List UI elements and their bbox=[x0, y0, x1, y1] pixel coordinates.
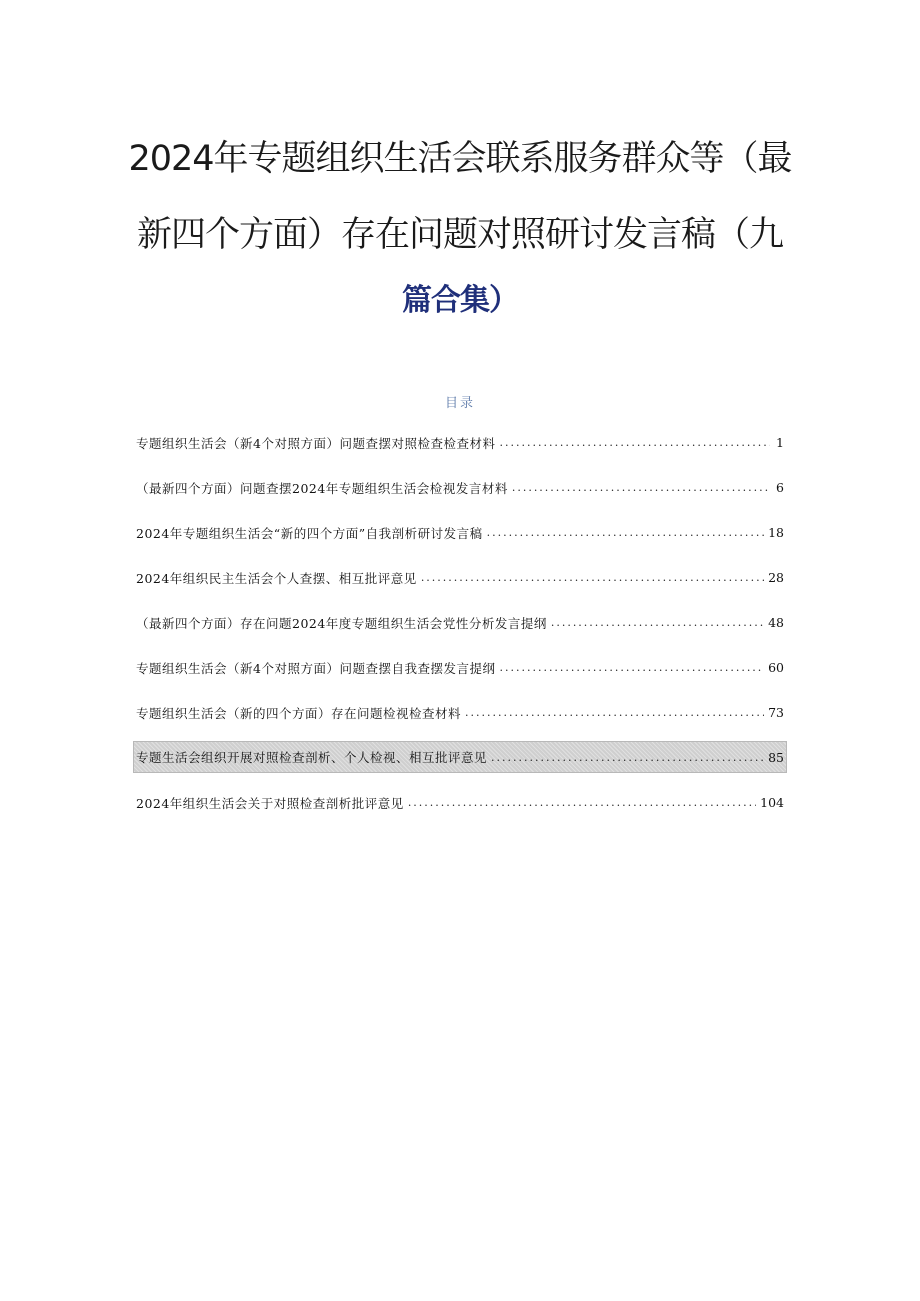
toc-entry-label: 专题组织生活会（新的四个方面）存在问题检视检查材料 bbox=[136, 705, 462, 721]
toc-dot-leader bbox=[499, 436, 770, 449]
toc-entry-page: 73 bbox=[768, 705, 784, 720]
toc-entry-page: 1 bbox=[776, 435, 784, 450]
toc-entry-label: 2024年组织生活会关于对照检查剖析批评意见 bbox=[136, 795, 404, 811]
toc-entry[interactable] bbox=[136, 510, 784, 555]
toc-entry-label: 专题生活会组织开展对照检查剖析、个人检视、相互批评意见 bbox=[136, 750, 488, 765]
title-line-3: 篇合集） bbox=[402, 283, 518, 318]
toc-entry-label: （最新四个方面）存在问题2024年度专题组织生活会党性分析发言提纲 bbox=[136, 615, 547, 631]
toc-entry[interactable] bbox=[136, 555, 784, 600]
toc-entry[interactable] bbox=[136, 465, 784, 510]
toc-entry[interactable] bbox=[136, 780, 784, 825]
toc-entry-label: （最新四个方面）问题查摆2024年专题组织生活会检视发言材料 bbox=[136, 480, 508, 496]
toc-entry-page: 48 bbox=[768, 615, 784, 630]
toc-entry-label: 专题组织生活会（新4个对照方面）问题查摆自我查摆发言提纲 bbox=[136, 660, 496, 676]
toc-heading: 目录 bbox=[444, 396, 475, 411]
toc-dot-leader bbox=[487, 526, 765, 539]
toc-entry-page: 85 bbox=[768, 749, 784, 765]
toc-dot-leader bbox=[491, 751, 764, 764]
toc-dot-leader bbox=[421, 571, 764, 584]
toc-dot-leader bbox=[465, 706, 764, 719]
toc-entry[interactable] bbox=[136, 690, 784, 735]
toc-entry-page: 18 bbox=[768, 525, 784, 540]
title-line-1: 2024年专题组织生活会联系服务群众等（最 bbox=[128, 139, 792, 179]
toc-dot-leader bbox=[512, 481, 770, 494]
toc-entry-label: 专题组织生活会（新4个对照方面）问题查摆对照检查检查材料 bbox=[136, 435, 496, 451]
toc-entry-label: 2024年组织民主生活会个人查摆、相互批评意见 bbox=[136, 570, 417, 586]
toc-entry-label: 2024年专题组织生活会“新的四个方面”自我剖析研讨发言稿 bbox=[136, 525, 483, 541]
toc-entry-page: 6 bbox=[776, 480, 784, 495]
toc-dot-leader bbox=[499, 661, 764, 674]
toc-entry-selected[interactable] bbox=[134, 742, 786, 772]
toc-entry-page: 60 bbox=[768, 660, 784, 675]
toc-dot-leader bbox=[551, 616, 764, 629]
toc-entry[interactable] bbox=[136, 420, 784, 465]
toc-entry[interactable] bbox=[136, 600, 784, 645]
toc-dot-leader bbox=[408, 796, 756, 809]
toc-entry-page: 104 bbox=[760, 795, 784, 810]
toc-entry-page: 28 bbox=[768, 570, 784, 585]
toc-entry[interactable] bbox=[136, 645, 784, 690]
table-of-contents bbox=[136, 420, 784, 825]
title-line-2: 新四个方面）存在问题对照研讨发言稿（九 bbox=[136, 215, 783, 255]
